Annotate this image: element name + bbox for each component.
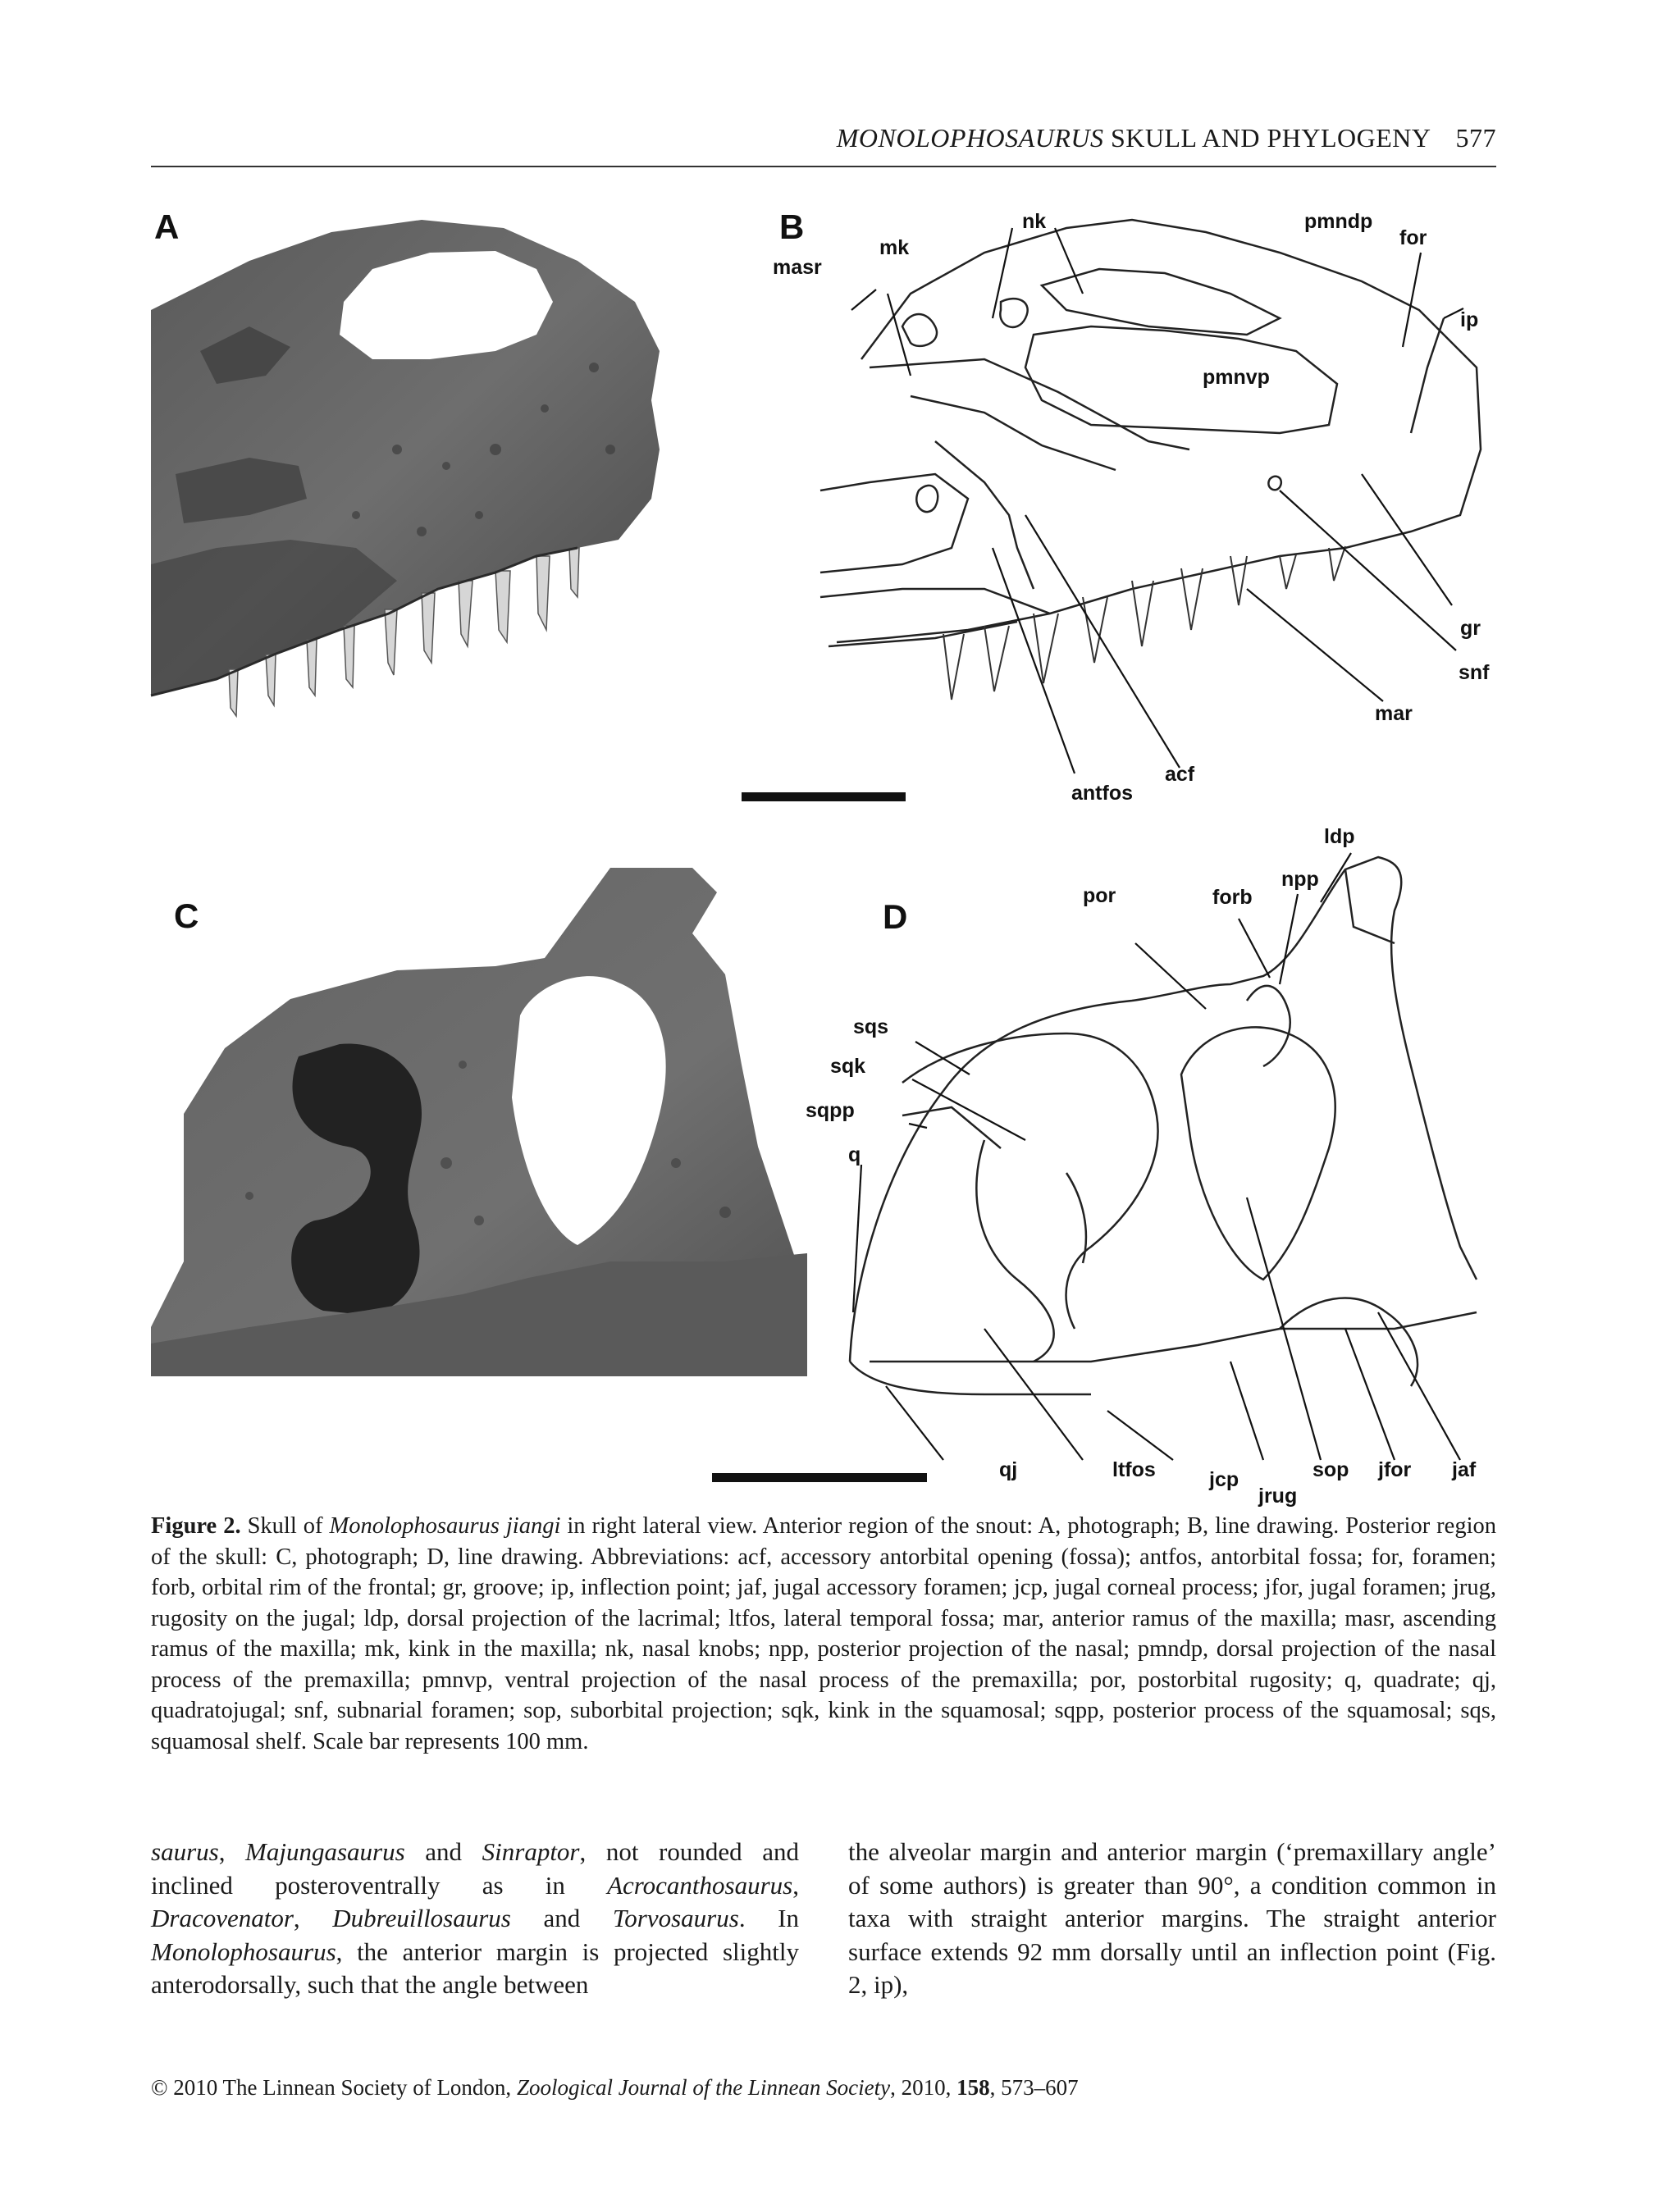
taxon-name: saurus — [151, 1837, 219, 1866]
label-forb: forb — [1212, 886, 1253, 909]
label-por: por — [1083, 884, 1116, 907]
body-text: , — [293, 1904, 333, 1932]
label-masr: masr — [773, 256, 822, 279]
body-text: and — [510, 1904, 613, 1932]
body-text: the alveolar margin and anterior margin (‘premaxillary angle’ of some authors) is greater than 90°, a condition common in taxa with straight anterior margins. The straight anterior surface extends 92 mm dorsally until an inflection point (Fig. 2, ip), — [848, 1837, 1496, 1999]
footer-pages: , 573–607 — [989, 2075, 1079, 2100]
taxon-name: Torvosaurus — [612, 1904, 739, 1932]
footer-copyright — [151, 2075, 1496, 2101]
taxon-name: Dracovenator — [151, 1904, 294, 1932]
caption-text-2: in right lateral view. Anterior region of the snout: A, photograph; B, line drawing. Posterior region of the skull: C, photograph; D, line drawing. Abbreviations: acf, accessory antorbital opening (fossa); antfos, antorbital fossa; for, foramen; forb, orbital rim of the frontal; gr, groove; ip, inflection point; jaf, jugal accessory foramen; jcp, jugal corneal process; jfor, jugal foramen; jrug, rugosity on the jugal; ldp, dorsal projection of the lacrimal; ltfos, lateral temporal fossa; mar, anterior ramus of the maxilla; masr, ascending ramus of the maxilla; mk, kink in the maxilla; nk, nasal knobs; npp, posterior projection of the nasal; pmndp, dorsal projection of the nasal process of the premaxilla; pmnvp, ventral projection of the nasal process of the premaxilla; por, postorbital rugosity; q, quadrate; qj, quadratojugal; snf, subnarial foramen; sop, suborbital projection; sqk, kink in the squamosal; sqpp, posterior process of the squamosal; sqs, squamosal shelf. Scale bar represents 100 mm. — [151, 1513, 1496, 1754]
scale-bar-top — [742, 792, 906, 801]
label-mk: mk — [879, 236, 910, 259]
label-for: for — [1399, 226, 1427, 249]
label-ldp: ldp — [1324, 825, 1355, 848]
label-ip: ip — [1460, 308, 1479, 331]
label-nk: nk — [1022, 210, 1047, 233]
body-text: , not rounded and inclined posteroventrally as in — [151, 1837, 799, 1900]
label-pmnvp: pmnvp — [1203, 366, 1270, 389]
figure-label: Figure 2. — [151, 1513, 241, 1539]
taxon-name: Monolophosaurus — [151, 1937, 336, 1966]
label-ltfos: ltfos — [1112, 1458, 1156, 1481]
label-acf: acf — [1165, 763, 1195, 786]
body-text: , — [792, 1870, 799, 1900]
panel-c-photo — [151, 868, 807, 1393]
label-jrug: jrug — [1258, 1485, 1298, 1508]
running-head-title-italic: MONOLOPHOSAURUS — [836, 123, 1104, 153]
header-rule — [151, 166, 1496, 167]
label-jaf: jaf — [1452, 1458, 1477, 1481]
label-q: q — [848, 1143, 861, 1166]
caption-species: Monolophosaurus jiangi — [329, 1513, 561, 1539]
body-text: . In — [738, 1904, 800, 1932]
label-sop: sop — [1312, 1458, 1349, 1481]
panel-d-letter: D — [883, 897, 908, 936]
taxon-name: Majungasaurus — [245, 1837, 405, 1866]
footer-text-1: © 2010 The Linnean Society of London, — [151, 2075, 517, 2100]
body-text: , — [218, 1837, 246, 1866]
label-jcp: jcp — [1209, 1468, 1239, 1491]
taxon-name: Dubreuillosaurus — [332, 1904, 511, 1932]
label-antfos: antfos — [1071, 782, 1133, 805]
panel-b-letter: B — [779, 208, 805, 246]
body-text: , the anterior margin is projected slightly anterodorsally, such that the angle between — [151, 1937, 799, 1999]
panel-d-drawing — [806, 820, 1496, 1508]
label-pmndp: pmndp — [1304, 210, 1373, 233]
body-column-left — [151, 1836, 799, 2002]
page-number: 577 — [1455, 123, 1496, 153]
posterior-skull-line-drawing — [806, 820, 1496, 1508]
body-column-right — [848, 1836, 1496, 2002]
panel-a-letter: A — [154, 208, 180, 246]
footer-text-2: , 2010, — [890, 2075, 957, 2100]
scale-bar-bottom — [712, 1473, 927, 1482]
figure-caption — [151, 1511, 1496, 1757]
label-jfor: jfor — [1378, 1458, 1412, 1481]
posterior-skull-photo-graphic — [151, 868, 807, 1393]
label-sqpp: sqpp — [806, 1099, 855, 1122]
label-gr: gr — [1460, 617, 1481, 640]
panel-a-photo — [151, 203, 807, 738]
caption-text-1: Skull of — [240, 1513, 330, 1539]
label-sqk: sqk — [830, 1055, 866, 1078]
volume-number: 158 — [956, 2075, 990, 2100]
snout-line-drawing — [773, 203, 1496, 810]
body-text: and — [404, 1837, 482, 1866]
panel-b-drawing — [773, 203, 1496, 810]
journal-name: Zoological Journal of the Linnean Society — [516, 2075, 891, 2100]
panel-c-letter: C — [174, 896, 199, 935]
label-mar: mar — [1375, 702, 1413, 725]
snout-photo-graphic — [151, 203, 807, 738]
label-snf: snf — [1459, 661, 1490, 684]
running-head-title: SKULL AND PHYLOGENY — [1103, 123, 1431, 153]
label-sqs: sqs — [853, 1015, 889, 1038]
taxon-name: Acrocanthosaurus — [607, 1870, 793, 1900]
label-qj: qj — [999, 1458, 1018, 1481]
running-head — [151, 123, 1496, 153]
taxon-name: Sinraptor — [482, 1837, 580, 1866]
label-npp: npp — [1281, 868, 1319, 891]
